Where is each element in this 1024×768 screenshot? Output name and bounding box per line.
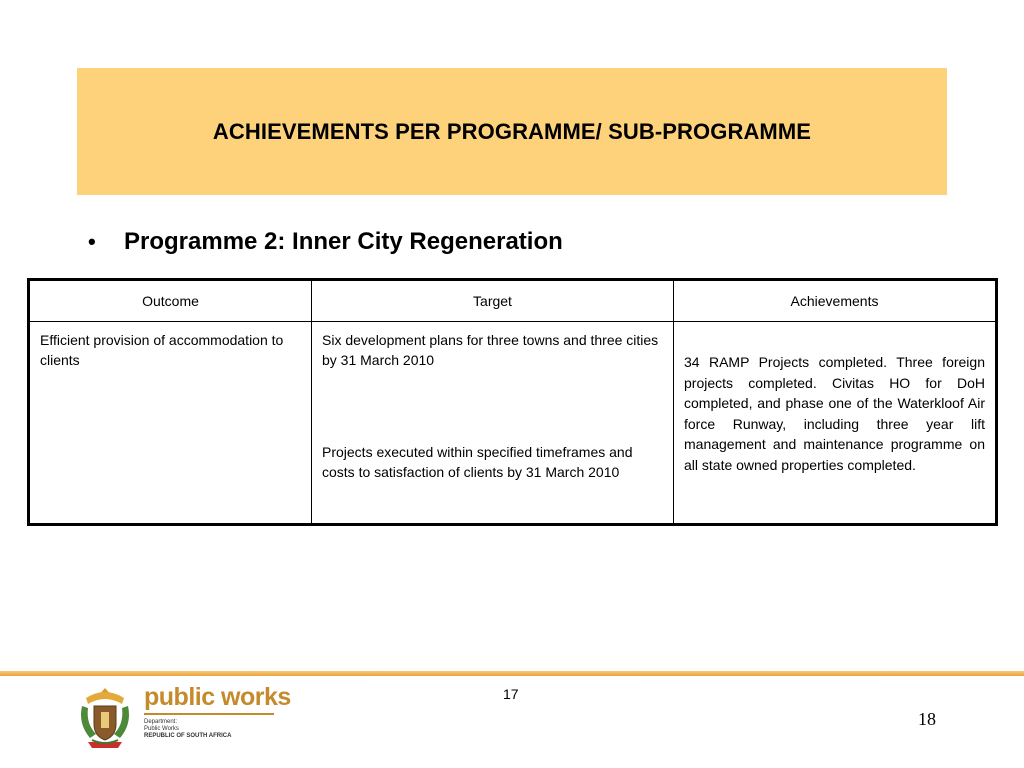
brand-underline: [144, 713, 274, 715]
header-outcome: Outcome: [29, 280, 312, 322]
brand-block: [144, 684, 291, 740]
table-header-row: [29, 280, 997, 322]
achievements-table: [27, 278, 998, 526]
brand-line-department: Department:: [144, 719, 178, 725]
programme-heading: Programme 2: Inner City Regeneration: [124, 228, 563, 255]
brand-line-country: REPUBLIC OF SOUTH AFRICA: [144, 733, 232, 739]
page-number-center: 17: [503, 686, 519, 702]
cell-achievements: [674, 322, 997, 525]
bullet-icon: •: [88, 229, 96, 254]
title-banner: [77, 68, 947, 195]
footer-divider: [0, 671, 1024, 676]
page-number-right: 18: [918, 709, 936, 729]
cell-target: [312, 322, 674, 525]
table-row: [29, 322, 997, 525]
target-text-1: Six development plans for three towns and three cities by 31 March 2010: [322, 332, 659, 368]
programme-bullet: [88, 228, 563, 256]
brand-line-public-works: Public Works: [144, 726, 179, 732]
target-text-2: Projects executed within specified timeframes and costs to satisfaction of clients by 31 March 2010: [322, 444, 633, 480]
coat-of-arms-icon: [74, 684, 136, 750]
department-logo: [74, 684, 291, 750]
achievements-text: 34 RAMP Projects completed. Three foreign projects completed. Civitas HO for DoH completed, and phase one of the Waterkloof Air force Runway, including three year lift management and maintenance programme on all state owned properties completed.: [684, 354, 985, 473]
slide-title: ACHIEVEMENTS PER PROGRAMME/ SUB-PROGRAMME: [212, 118, 812, 144]
brand-name: public works: [144, 683, 291, 711]
header-achievements: Achievements: [674, 280, 997, 322]
outcome-text: Efficient provision of accommodation to clients: [40, 332, 284, 368]
header-target: Target: [312, 280, 674, 322]
cell-outcome: [29, 322, 312, 525]
